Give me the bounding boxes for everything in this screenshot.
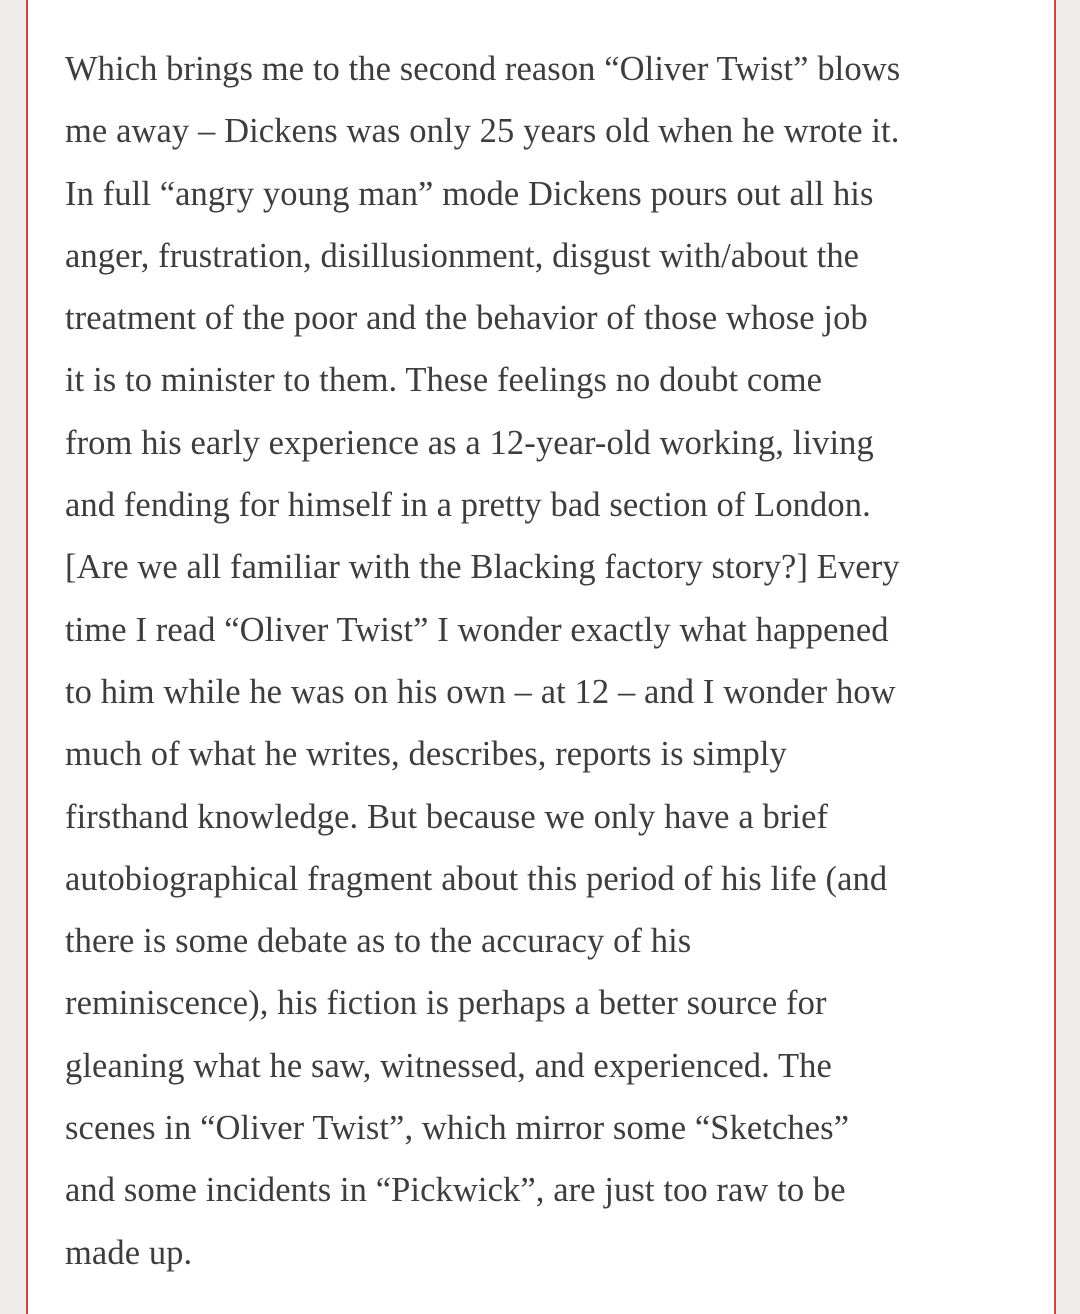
paragraph-line: gleaning what he saw, witnessed, and experienced. The: [65, 1046, 832, 1085]
paragraph-line: treatment of the poor and the behavior of those whose job: [65, 299, 868, 338]
paragraph-line: from his early experience as a 12-year-old working, living: [65, 423, 874, 462]
paragraph-line: In full “angry young man” mode Dickens pours out all his: [65, 174, 874, 213]
paragraph-line: [Are we all familiar with the Blacking factory story?] Every: [65, 548, 900, 587]
article-card: [26, 0, 1056, 1314]
paragraph-line: and some incidents in “Pickwick”, are just too raw to be: [65, 1171, 846, 1210]
paragraph-line: to him while he was on his own – at 12 – and I wonder how: [65, 672, 896, 711]
paragraph-line: scenes in “Oliver Twist”, which mirror some “Sketches”: [65, 1109, 850, 1148]
paragraph-line: Which brings me to the second reason “Oliver Twist” blows: [65, 50, 901, 88]
paragraph-line: reminiscence), his fiction is perhaps a better source for: [65, 984, 827, 1023]
paragraph-line: and fending for himself in a pretty bad section of London.: [65, 486, 871, 525]
paragraph-line: made up.: [65, 1233, 193, 1272]
paragraph-line: time I read “Oliver Twist” I wonder exactly what happened: [65, 610, 889, 649]
paragraph-line: much of what he writes, describes, reports is simply: [65, 735, 787, 774]
paragraph-line: anger, frustration, disillusionment, disgust with/about the: [65, 236, 860, 275]
paragraph-line: it is to minister to them. These feelings no doubt come: [65, 361, 823, 400]
paragraph-line: there is some debate as to the accuracy of his: [65, 922, 692, 961]
paragraph-line: autobiographical fragment about this period of his life (and: [65, 859, 888, 898]
paragraph-line: me away – Dickens was only 25 years old when he wrote it.: [65, 112, 900, 151]
paragraph-line: firsthand knowledge. But because we only have a brief: [65, 797, 829, 836]
article-paragraph: [65, 38, 1055, 1284]
